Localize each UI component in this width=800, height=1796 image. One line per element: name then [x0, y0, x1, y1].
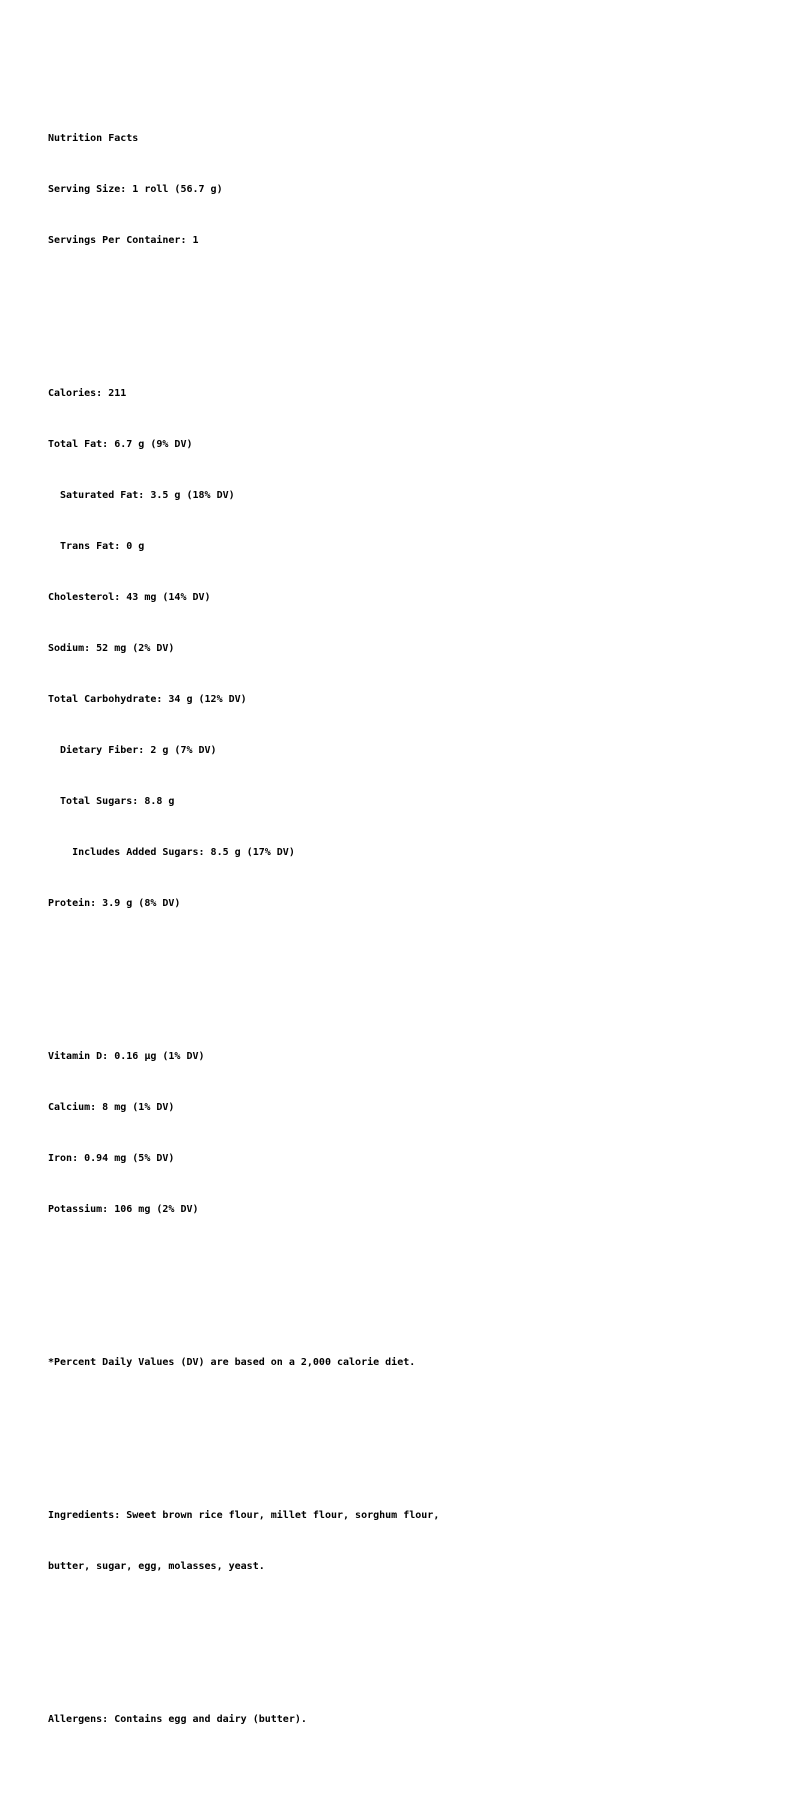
micronutrient-line-vitamin-d: Vitamin D: 0.16 µg (1% DV): [48, 1051, 205, 1062]
nutrient-line-total-fat: Total Fat: 6.7 g (9% DV): [48, 439, 193, 450]
allergens-line: Allergens: Contains egg and dairy (butter).: [48, 1714, 307, 1725]
allergens-section: [48, 1677, 439, 1762]
micronutrient-line-iron: Iron: 0.94 mg (5% DV): [48, 1153, 175, 1164]
micronutrients-section: [48, 1014, 439, 1252]
nutrient-line-trans-fat: Trans Fat: 0 g: [48, 541, 145, 552]
nutrient-line-cholesterol: Cholesterol: 43 mg (14% DV): [48, 592, 211, 603]
nutrient-line-sodium: Sodium: 52 mg (2% DV): [48, 643, 175, 654]
nutrient-line-added-sugars: Includes Added Sugars: 8.5 g (17% DV): [48, 847, 295, 858]
servings-per-container-line: Servings Per Container: 1: [48, 235, 199, 246]
nutrient-line-total-carbohydrate: Total Carbohydrate: 34 g (12% DV): [48, 694, 247, 705]
nutrient-line-protein: Protein: 3.9 g (8% DV): [48, 898, 181, 909]
daily-values-footnote: *Percent Daily Values (DV) are based on a 2,000 calorie diet.: [48, 1357, 416, 1368]
ingredients-line-2: butter, sugar, egg, molasses, yeast.: [48, 1561, 265, 1572]
serving-size-line: Serving Size: 1 roll (56.7 g): [48, 184, 223, 195]
nutrition-facts-document: [48, 45, 439, 1796]
calories-line: Calories: 211: [48, 388, 127, 399]
footnote-section: [48, 1320, 439, 1405]
micronutrient-line-calcium: Calcium: 8 mg (1% DV): [48, 1102, 175, 1113]
header-section: [48, 96, 439, 283]
ingredients-section: [48, 1473, 439, 1609]
micronutrient-line-potassium: Potassium: 106 mg (2% DV): [48, 1204, 199, 1215]
nutrients-section: [48, 351, 439, 946]
nutrient-line-saturated-fat: Saturated Fat: 3.5 g (18% DV): [48, 490, 235, 501]
document-title: Nutrition Facts: [48, 133, 139, 144]
nutrient-line-total-sugars: Total Sugars: 8.8 g: [48, 796, 175, 807]
ingredients-line-1: Ingredients: Sweet brown rice flour, millet flour, sorghum flour,: [48, 1510, 440, 1521]
nutrient-line-dietary-fiber: Dietary Fiber: 2 g (7% DV): [48, 745, 217, 756]
